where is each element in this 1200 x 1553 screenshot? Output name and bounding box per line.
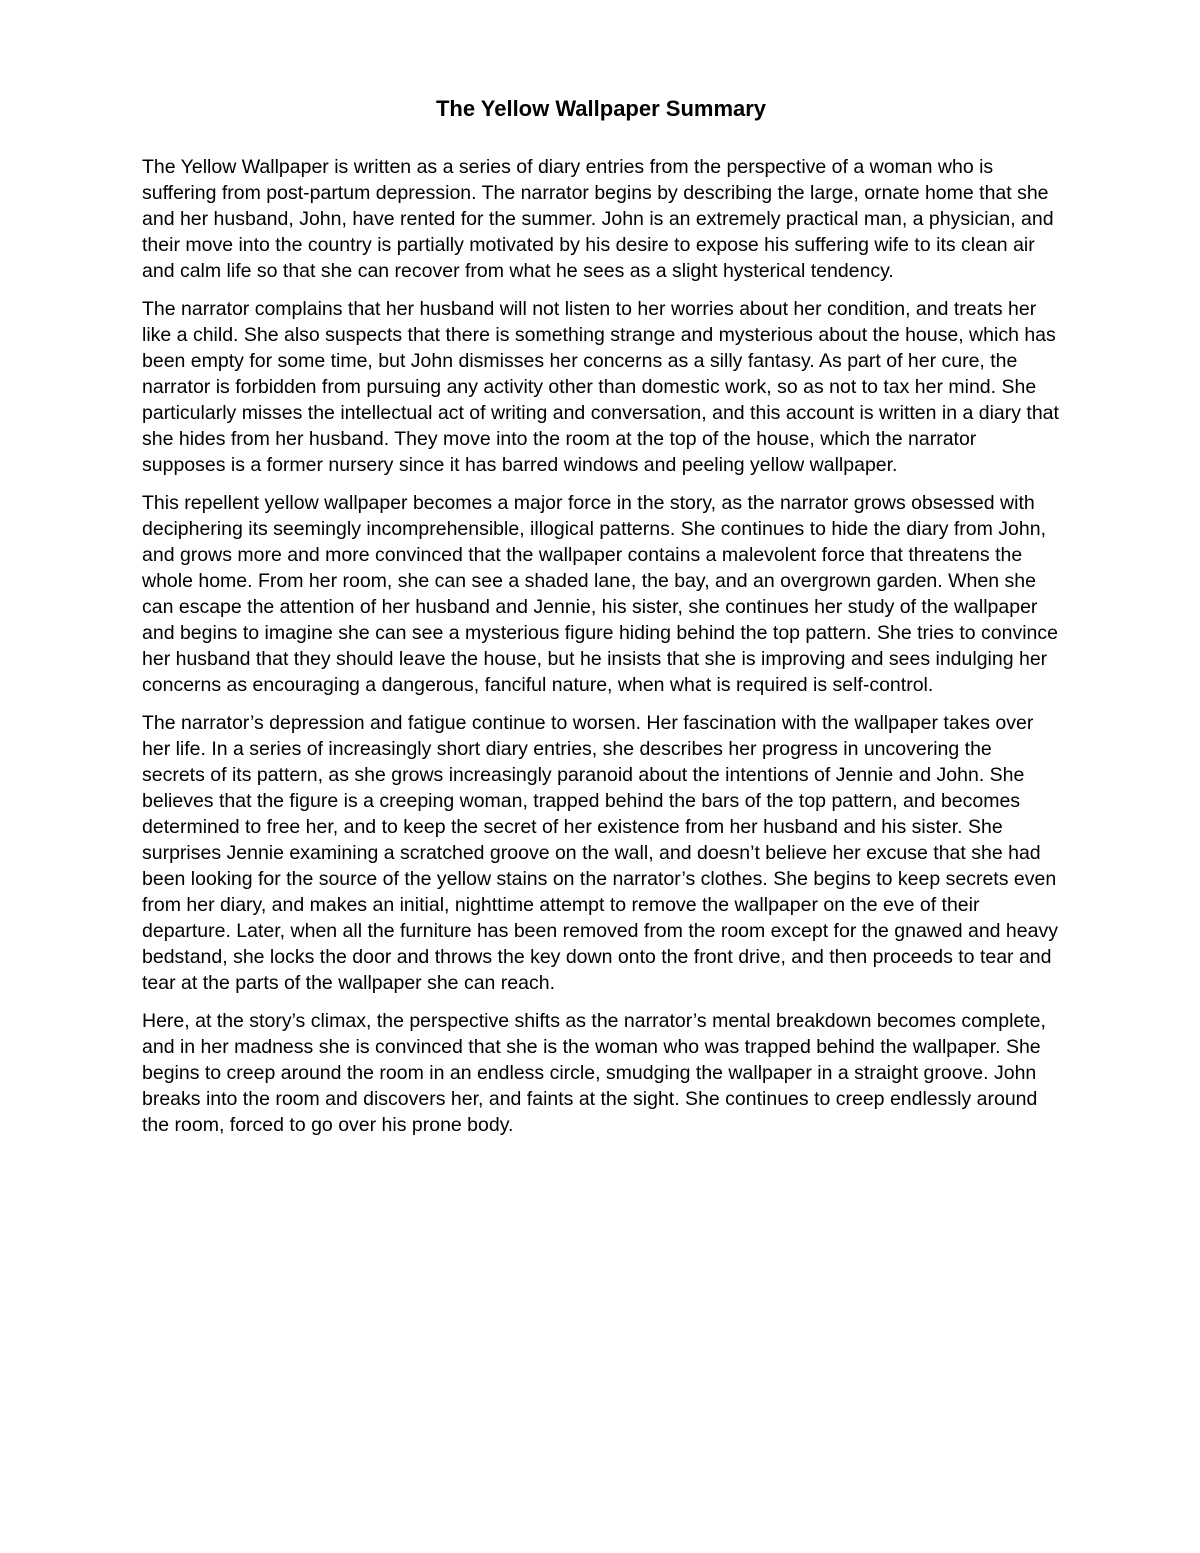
paragraph-5: Here, at the story’s climax, the perspective shifts as the narrator’s mental breakdown becomes complete, and in her madness she is convinced that she is the woman who was trapped behind the wallpaper. She begins to creep around the room in an endless circle, smudging the wallpaper in a straight groove. John breaks into the room and discovers her, and faints at the sight. She continues to creep endlessly around the room, forced to go over his prone body. [142, 1010, 1046, 1136]
paragraph-1: The Yellow Wallpaper is written as a series of diary entries from the perspective of a woman who is suffering from post-partum depression. The narrator begins by describing the large, ornate home that she and her husband, John, have rented for the summer. John is an extremely practical man, a physician, and their move into the country is partially motivated by his desire to expose his suffering wife to its clean air and calm life so that she can recover from what he sees as a slight hysterical tendency. [142, 156, 1054, 282]
paragraph-3: This repellent yellow wallpaper becomes a major force in the story, as the narrator grows obsessed with deciphering its seemingly incomprehensible, illogical patterns. She continues to hide the diary from John, and grows more and more convinced that the wallpaper contains a malevolent force that threatens the whole home. From her room, she can see a shaded lane, the bay, and an overgrown garden. When she can escape the attention of her husband and Jennie, his sister, she continues her study of the wallpaper and begins to imagine she can see a mysterious figure hiding behind the top pattern. She tries to convince her husband that they should leave the house, but he insists that she is improving and sees indulging her concerns as encouraging a dangerous, fanciful nature, when what is required is self-control. [142, 492, 1058, 696]
paragraph-4: The narrator’s depression and fatigue continue to worsen. Her fascination with the wallpaper takes over her life. In a series of increasingly short diary entries, she describes her progress in uncovering the secrets of its pattern, as she grows increasingly paranoid about the intentions of Jennie and John. She believes that the figure is a creeping woman, trapped behind the bars of the top pattern, and becomes determined to free her, and to keep the secret of her existence from her husband and his sister. She surprises Jennie examining a scratched groove on the wall, and doesn’t believe her excuse that she had been looking for the source of the yellow stains on the narrator’s clothes. She begins to keep secrets even from her diary, and makes an initial, nighttime attempt to remove the wallpaper on the eve of their departure. Later, when all the furniture has been removed from the room except for the gnawed and heavy bedstand, she locks the door and throws the key down onto the front drive, and then proceeds to tear and tear at the parts of the wallpaper she can reach. [142, 712, 1058, 994]
document-title: The Yellow Wallpaper Summary [435, 96, 767, 121]
paragraph-2: The narrator complains that her husband will not listen to her worries about her condition, and treats her like a child. She also suspects that there is something strange and mysterious about the house, which has been empty for some time, but John dismisses her concerns as a silly fantasy. As part of her cure, the narrator is forbidden from pursuing any activity other than domestic work, so as not to tax her mind. She particularly misses the intellectual act of writing and conversation, and this account is written in a diary that she hides from her husband. They move into the room at the top of the house, which the narrator supposes is a former nursery since it has barred windows and peeling yellow wallpaper. [142, 298, 1059, 476]
